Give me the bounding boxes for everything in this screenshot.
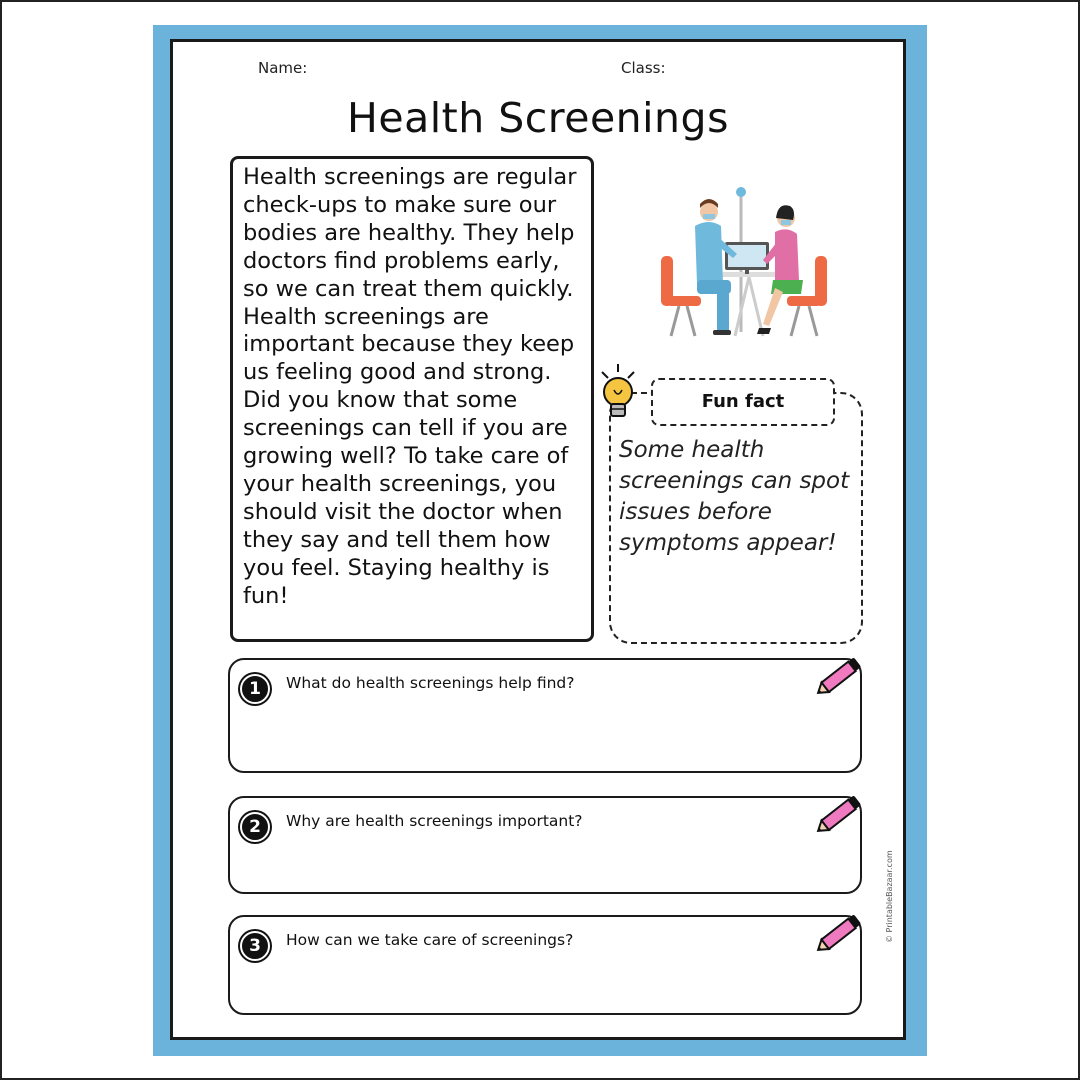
fun-fact-heading: Fun fact — [651, 378, 835, 426]
question-box-2[interactable] — [228, 796, 862, 894]
pencil-icon — [812, 790, 868, 840]
question-number-badge: 1 — [240, 674, 270, 704]
page-title: Health Screenings — [347, 94, 729, 142]
question-box-1[interactable] — [228, 658, 862, 773]
question-box-3[interactable] — [228, 915, 862, 1015]
reading-passage: Health screenings are regular check-ups to make sure our bodies are healthy. They help doctors find problems early, so we can treat them quickly. Health screenings are important because they keep us feeling good and strong. Did you know that some screenings can tell if you are growing well? To take care of your health screenings, you should visit the doctor when they say and tell them how you feel. Staying healthy is fun! — [243, 164, 577, 609]
question-number-badge: 2 — [240, 812, 270, 842]
doctor-patient-illustration — [659, 184, 829, 340]
question-text: What do health screenings help find? — [286, 674, 575, 692]
pencil-icon — [812, 652, 868, 702]
question-text: How can we take care of screenings? — [286, 931, 574, 949]
class-label: Class: — [621, 59, 666, 77]
reading-passage-box — [230, 156, 594, 642]
lightbulb-icon — [596, 362, 642, 424]
pencil-icon — [812, 909, 868, 959]
fun-fact-text: Some health screenings can spot issues before symptoms appear! — [619, 437, 850, 556]
question-text: Why are health screenings important? — [286, 812, 583, 830]
question-number-badge: 3 — [240, 931, 270, 961]
copyright-text: © PrintableBazaar.com — [885, 850, 894, 943]
worksheet-page — [170, 39, 906, 1040]
name-label: Name: — [258, 59, 308, 77]
